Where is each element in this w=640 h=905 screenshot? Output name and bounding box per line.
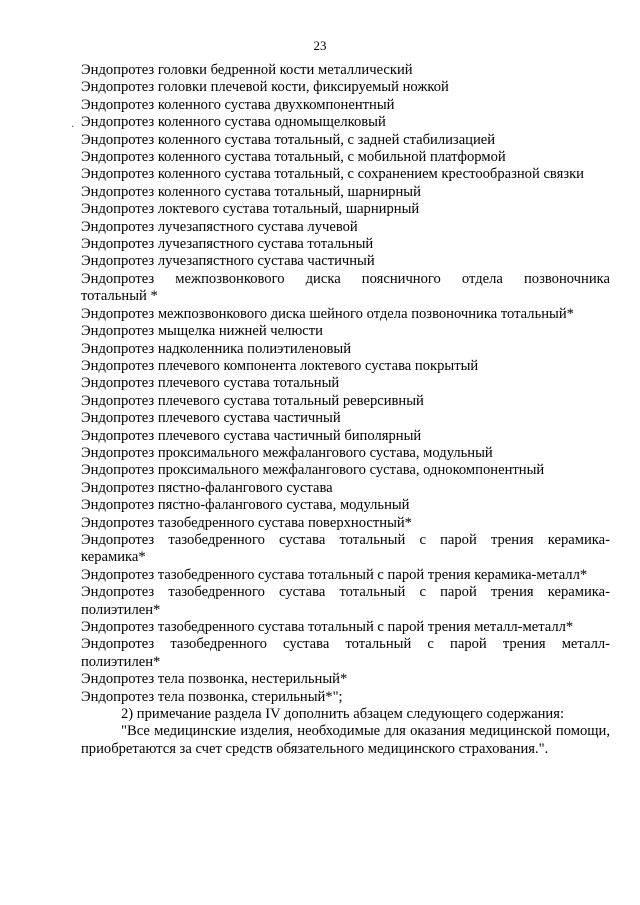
document-body <box>81 62 610 758</box>
list-item: Эндопротез коленного сустава одномыщелковый <box>81 114 386 131</box>
list-item-wrapped-line1: Эндопротез тазобедренного сустава тотальный с парой трения керамика- <box>81 584 610 601</box>
list-item: Эндопротез лучезапястного сустава частичный <box>81 253 375 270</box>
quote-paragraph: "Все медицинские изделия, необходимые для оказания медицинской помощи, приобретаются за счет средств обязательного медицинского страхования.". <box>81 723 610 757</box>
list-item: Эндопротез тела позвонка, нестерильный* <box>81 671 348 688</box>
list-item: Эндопротез межпозвонкового диска шейного отдела позвоночника тотальный* <box>81 305 574 322</box>
list-item: Эндопротез лучезапястного сустава тотальный <box>81 236 374 253</box>
list-item: Эндопротез тазобедренного сустава поверхностный* <box>81 514 412 531</box>
list-item-wrapped-line1: Эндопротез межпозвонкового диска поясничного отдела позвоночника <box>81 270 610 287</box>
list-item-wrapped-line1: Эндопротез тазобедренного сустава тотальный с парой трения керамика- <box>81 531 610 548</box>
list-item: Эндопротез пястно-фалангового сустава <box>81 479 333 496</box>
list-item: Эндопротез головки бедренной кости металлический <box>81 62 413 78</box>
list-item-wrapped-line2: керамика* <box>81 549 146 566</box>
list-item-wrapped-line1: Эндопротез тазобедренного сустава тотальный с парой трения металл- <box>81 636 610 653</box>
list-item: Эндопротез пястно-фалангового сустава, модульный <box>81 497 410 514</box>
list-item: Эндопротез коленного сустава двухкомпонентный <box>81 96 395 113</box>
list-item: Эндопротез проксимального межфалангового сустава, модульный <box>81 444 493 461</box>
list-item-wrapped-line2: тотальный * <box>81 288 158 305</box>
list-item: Эндопротез головки плечевой кости, фиксируемый ножкой <box>81 79 449 96</box>
list-item-wrapped-line2: полиэтилен* <box>81 653 161 670</box>
list-item: Эндопротез плечевого компонента локтевого сустава покрытый <box>81 357 479 374</box>
list-item: Эндопротез надколенника полиэтиленовый <box>81 340 352 357</box>
list-item: Эндопротез плечевого сустава тотальный <box>81 375 340 392</box>
list-item: Эндопротез коленного сустава тотальный, шарнирный <box>81 183 421 200</box>
list-item: Эндопротез лучезапястного сустава лучевой <box>81 218 358 235</box>
list-item: Эндопротез коленного сустава тотальный, с мобильной платформой <box>81 149 506 166</box>
list-item: Эндопротез мыщелка нижней челюсти <box>81 323 323 340</box>
list-item: Эндопротез локтевого сустава тотальный, шарнирный <box>81 201 420 218</box>
list-item: Эндопротез плечевого сустава тотальный реверсивный <box>81 392 424 409</box>
amendment-paragraph: 2) примечание раздела IV дополнить абзацем следующего содержания: <box>121 706 564 723</box>
page-number: 23 <box>313 38 327 53</box>
stray-mark: · <box>71 122 75 133</box>
list-item: Эндопротез коленного сустава тотальный, с задней стабилизацией <box>81 131 496 148</box>
list-item: Эндопротез коленного сустава тотальный, с сохранением крестообразной связки <box>81 166 584 183</box>
list-item: Эндопротез плечевого сустава частичный биполярный <box>81 427 422 444</box>
list-item: Эндопротез тазобедренного сустава тотальный с парой трения керамика-металл* <box>81 566 588 583</box>
list-item-wrapped-line2: полиэтилен* <box>81 601 161 618</box>
list-item: Эндопротез тазобедренного сустава тотальный с парой трения металл-металл* <box>81 619 574 635</box>
list-item: Эндопротез тела позвонка, стерильный*"; <box>81 688 343 705</box>
list-item: Эндопротез проксимального межфалангового сустава, однокомпонентный <box>81 462 545 479</box>
list-item: Эндопротез плечевого сустава частичный <box>81 410 341 427</box>
